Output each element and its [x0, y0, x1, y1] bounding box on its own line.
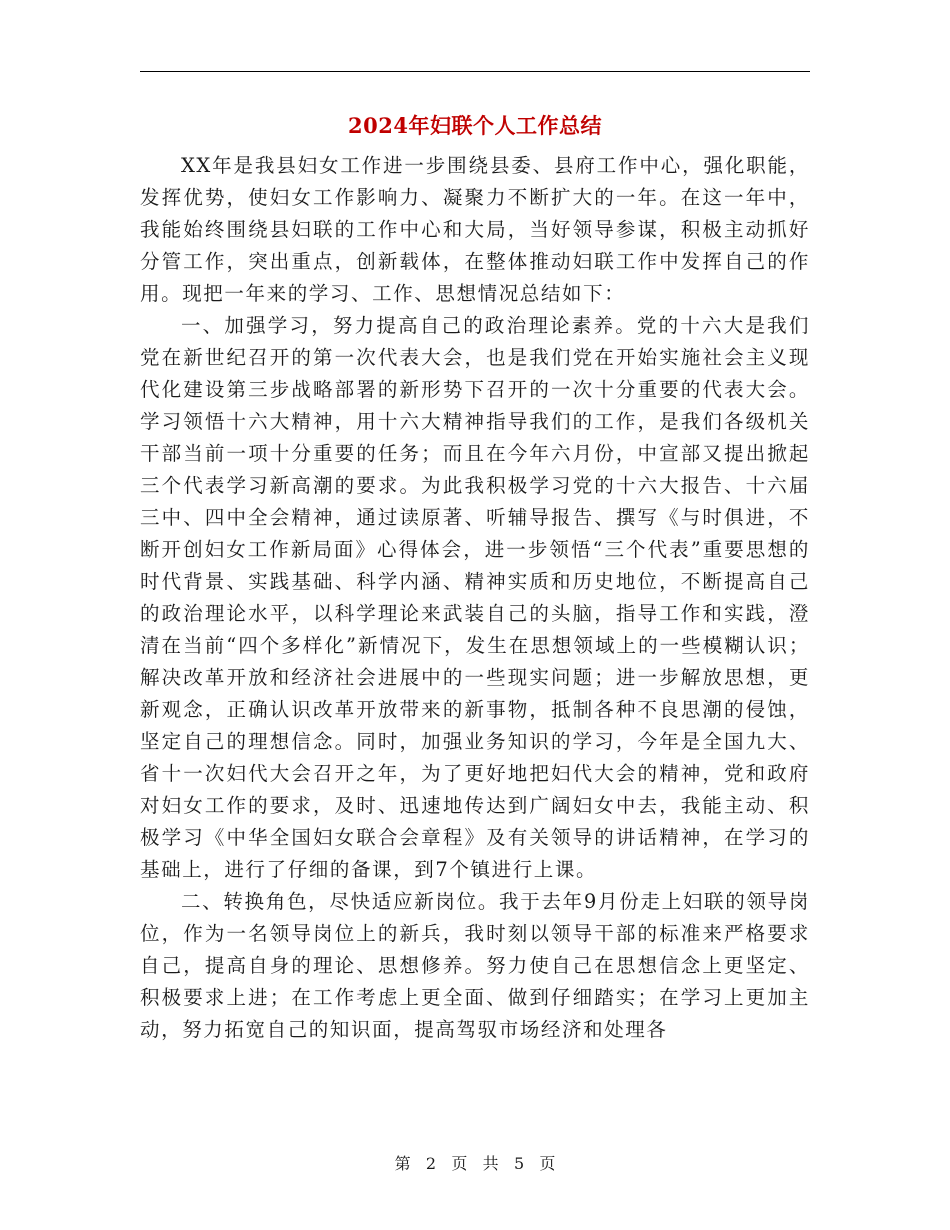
paragraph-section-1: 一、加强学习，努力提高自己的政治理论素养。党的十六大是我们党在新世纪召开的第一次代表大会，也是我们党在开始实施社会主义现代化建设第三步战略部署的新形势下召开的一次十分重要的代表大会。学习领悟十六大精神，用十六大精神指导我们的工作，是我们各级机关干部当前一项十分重要的任务；而且在今年六月份，中宣部又提出掀起三个代表学习新高潮的要求。为此我积极学习党的十六大报告、十六届三中、四中全会精神，通过读原著、听辅导报告、撰写《与时俱进，不断开创妇女工作新局面》心得体会，进一步领悟“三个代表”重要思想的时代背景、实践基础、科学内涵、精神实质和历史地位，不断提高自己的政治理论水平，以科学理论来武装自己的头脑，指导工作和实践，澄清在当前“四个多样化”新情况下，发生在思想领域上的一些模糊认识；解决改革开放和经济社会进展中的一些现实问题；进一步解放思想，更新观念，正确认识改革开放带来的新事物，抵制各种不良思潮的侵蚀，坚定自己的理想信念。同时，加强业务知识的学习，今年是全国九大、省十一次妇代大会召开之年，为了更好地把妇代大会的精神，党和政府对妇女工作的要求，及时、迅速地传达到广阔妇女中去，我能主动、积极学习《中华全国妇女联合会章程》及有关领导的讲话精神，在学习的基础上，进行了仔细的备课，到7个镇进行上课。 — [140, 314, 810, 881]
paragraph-section-2: 二、转换角色，尽快适应新岗位。我于去年9月份走上妇联的领导岗位，作为一名领导岗位上的新兵，我时刻以领导干部的标准来严格要求自己，提高自身的理论、思想修养。努力使自己在思想信念上更坚定、积极要求上进；在工作考虑上更全面、做到仔细踏实；在学习上更加主动，努力拓宽自己的知识面，提高驾驭市场经济和处理各 — [140, 890, 810, 1041]
footer-current-page: 2 — [425, 1154, 437, 1173]
document-title: 2024年妇联个人工作总结 — [348, 113, 602, 138]
footer-total-pages: 5 — [513, 1154, 525, 1173]
footer-label-total: 共 — [482, 1154, 499, 1173]
document-body — [140, 150, 810, 1046]
footer-label-after: 页 — [539, 1154, 556, 1173]
footer-label-page: 页 — [451, 1154, 468, 1173]
paragraph-intro: XX年是我县妇女工作进一步围绕县委、县府工作中心，强化职能，发挥优势，使妇女工作影响力、凝聚力不断扩大的一年。在这一年中，我能始终围绕县妇联的工作中心和大局，当好领导参谋，积极主动抓好分管工作，突出重点，创新载体，在整体推动妇联工作中发挥自己的作用。现把一年来的学习、工作、思想情况总结如下： — [140, 154, 810, 305]
footer-label-before: 第 — [394, 1154, 411, 1173]
page-footer — [140, 1152, 810, 1176]
header-rule — [140, 71, 810, 72]
